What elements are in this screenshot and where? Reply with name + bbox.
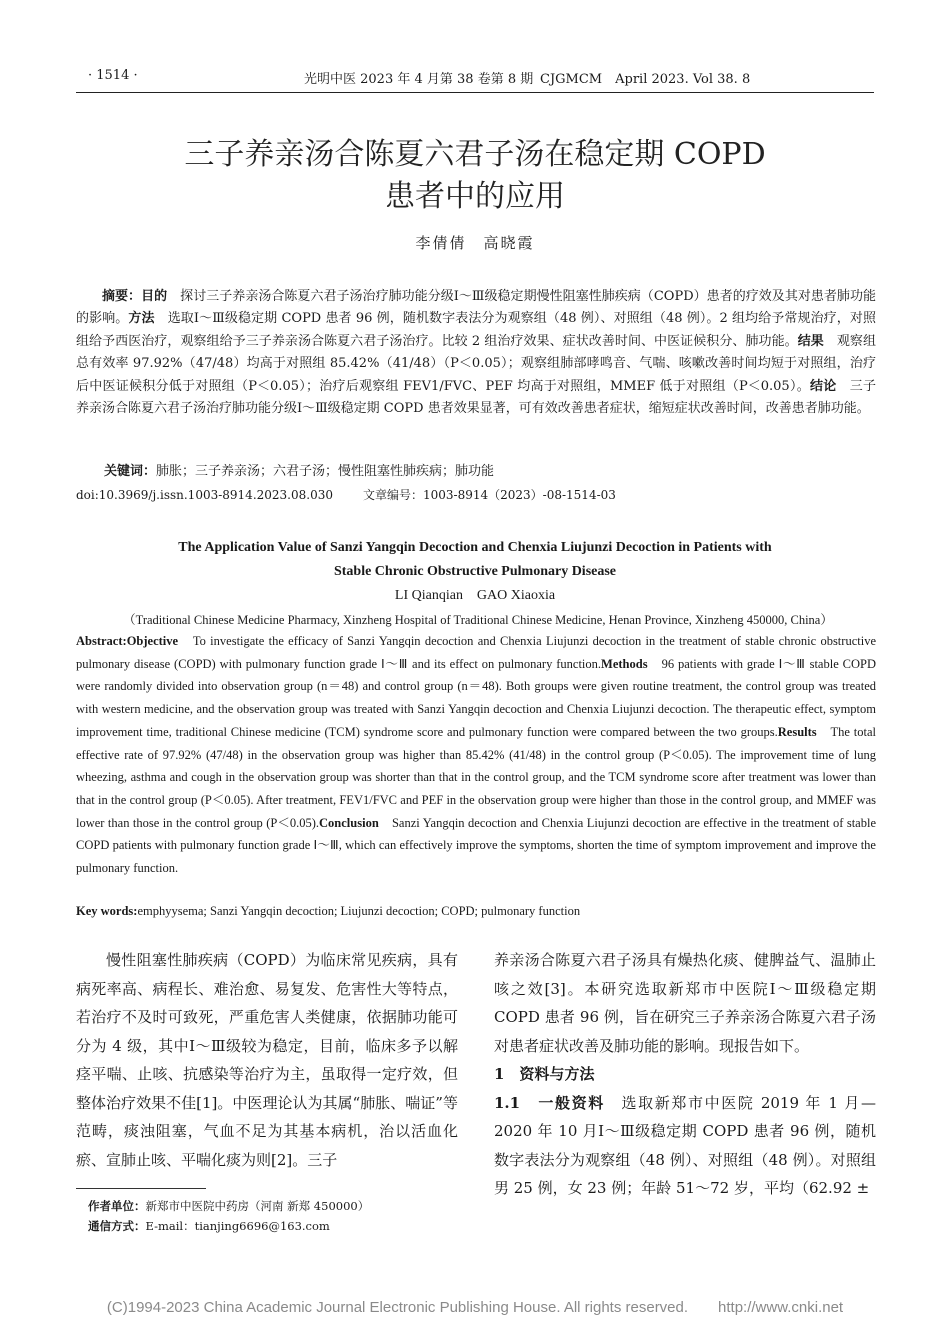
- methods-text: 选取Ⅰ～Ⅲ级稳定期 COPD 患者 96 例，随机数字表法分为观察组（48 例）、对照组（48 例）。2 组均给予常规治疗，对照组给予西医治疗，观察组给予三子养亲汤合陈夏六君子汤治疗。比较 2 组治疗效果、症状改善时间、中医证候积分、肺功能。: [76, 311, 876, 349]
- objective-label: 目的: [141, 289, 168, 304]
- keywords-text: 肺胀；三子养亲汤；六君子汤；慢性阻塞性肺疾病；肺功能: [156, 464, 495, 479]
- article-title: [76, 134, 874, 218]
- results-label: 结果: [797, 333, 824, 349]
- methods-en-label: Methods: [601, 656, 648, 671]
- article-number: 文章编号：1003-8914（2023）-08-1514-03: [362, 488, 616, 502]
- objective-text: 探讨三子养亲汤合陈夏六君子汤治疗肺功能分级Ⅰ～Ⅲ级稳定期慢性阻塞性肺疾病（COPD）患者的疗效及其对患者肺功能的影响。: [76, 289, 876, 327]
- footnote-divider: [76, 1188, 206, 1189]
- methods-en-text: 96 patients with grade Ⅰ～Ⅲ stable COPD were randomly divided into observation group (n＝48) and control group (n＝48). Both groups were given routine treatment, the control group was treated with western medicine, and the observation group was treated with Sanzi Yangqin decoction and Chenxia Liujunzi decoction. The therapeutic effect, symptom improvement time, traditional Chinese medicine (TCM) syndrome score and pulmonary function were compared between the two groups.: [76, 656, 876, 739]
- conclusion-en-text: Sanzi Yangqin decoction and Chenxia Liujunzi decoction are effective in the treatment of stable COPD patients with pulmonary function grade Ⅰ～Ⅲ, which can effectively improve the symptoms, shorten the time of symptom improvement and improve the pulmonary function.: [76, 815, 876, 876]
- keywords-en: [76, 904, 580, 919]
- english-authors: LI Qianqian GAO Xiaoxia: [394, 588, 556, 603]
- abstract-en: [76, 630, 876, 880]
- journal-name-cn: 光明中医 2023 年 4 月第 38 卷第 8 期: [304, 72, 534, 87]
- title-line-1: 三子养亲汤合陈夏六君子汤在稳定期 COPD: [184, 137, 766, 172]
- results-en-text: The total effective rate of 97.92% (47/48) in the observation group was higher than 85.42% (41/48) in the control group (P＜0.05). The improvement time of lung wheezing, asthma and cough in the observation group was shorter than that in the control group, and the TCM syndrome score after treatment was lower than that in the control group (P＜0.05). After treatment, FEV1/FVC and PEF in the observation group were higher than those in the control group, and MMEF was lower than those in the control group (P＜0.05).: [76, 724, 877, 830]
- title-line-2: 患者中的应用: [385, 179, 565, 214]
- footnote-unit: [88, 1198, 369, 1214]
- authors-cn: 李倩倩 高晓霞: [415, 234, 535, 252]
- results-text: 观察组总有效率 97.92%（47/48）均高于对照组 85.42%（41/48）（P＜0.05）；观察组肺部哮鸣音、气喘、咳嗽改善时间均短于对照组，治疗后中医证候积分低于对照组（P＜0.05）；治疗后观察组 FEV1/FVC、PEF 均高于对照组，MMEF 低于对照组（P＜0.05）。: [76, 333, 876, 394]
- objective-en-text: To investigate the efficacy of Sanzi Yangqin decoction and Chenxia Liujunzi decoction in the treatment of stable chronic obstructive pulmonary disease (COPD) with pulmonary function grade Ⅰ～Ⅲ and its effect on pulmonary function.: [76, 634, 876, 671]
- results-en-label: Results: [777, 724, 817, 739]
- keywords-label: 关键词：: [104, 464, 157, 479]
- english-title-line-1: The Application Value of Sanzi Yangqin Decoction and Chenxia Liujunzi Decoction in Patients with: [178, 540, 772, 555]
- doi: doi:10.3969/j.issn.1003-8914.2023.08.030: [76, 488, 333, 502]
- methods-label: 方法: [128, 311, 155, 327]
- abstract-cn: [76, 286, 876, 420]
- journal-name-en: CJGMCM April 2023. Vol 38. 8: [540, 72, 751, 87]
- conclusion-en-label: Conclusion: [319, 815, 379, 830]
- page-number: · 1514 ·: [88, 68, 138, 83]
- footnote-contact: [88, 1218, 330, 1234]
- keywords-en-label: Key words:: [76, 904, 138, 918]
- page-header: [76, 66, 874, 93]
- footnote-unit-label: 作者单位：: [88, 1199, 146, 1213]
- footnote-contact-text: E-mail：tianjing6696@163.com: [145, 1219, 330, 1233]
- section-1-1-text: 选取新郑市中医院 2019 年 1 月—2020 年 10 月Ⅰ～Ⅲ级稳定期 COPD 患者 96 例，随机数字表法分为观察组（48 例）、对照组（48 例）。对照组男 25 例，女 23 例；年龄 51～72 岁，平均（62.92 ±: [494, 1093, 876, 1197]
- keywords-en-text: emphyysema; Sanzi Yangqin decoction; Liujunzi decoction; COPD; pulmonary function: [137, 904, 581, 918]
- copyright-watermark: (C)1994-2023 China Academic Journal Electronic Publishing House. All rights reserved. http://www.cnki.net: [106, 1299, 844, 1316]
- keywords-cn: [104, 460, 494, 479]
- abstract-en-label: Abstract:: [76, 634, 127, 648]
- body-column-1: 慢性阻塞性肺疾病（COPD）为临床常见疾病，具有病死率高、病程长、难治愈、易复发、危害性大等特点，若治疗不及时可致死，严重危害人类健康，依据肺功能可分为 4 级，其中Ⅰ～Ⅲ级较为稳定，目前，临床多予以解痉平喘、止咳、抗感染等治疗为主，虽取得一定疗效，但整体治疗效果不佳[1]。中医理论认为其属“肺胀、喘证”等范畴，痰浊阻塞，气血不足为其基本病机，治以活血化瘀、宣肺止咳、平喘化痰为则[2]。三子: [76, 951, 458, 1169]
- section-1-1: [494, 1089, 876, 1203]
- body-column-2: [494, 946, 876, 1203]
- english-title: [76, 536, 874, 584]
- objective-en-label: Objective: [126, 634, 179, 648]
- doi-line: [76, 486, 616, 503]
- section-1-1-label: 1.1 一般资料: [494, 1093, 605, 1112]
- footnote-unit-text: 新郑市中医院中药房（河南 新郑 450000）: [145, 1199, 370, 1213]
- english-title-line-2: Stable Chronic Obstructive Pulmonary Disease: [333, 564, 617, 579]
- footnote-contact-label: 通信方式：: [88, 1219, 146, 1233]
- section-heading-1: 1 资料与方法: [494, 1065, 595, 1083]
- body-continuation: 养亲汤合陈夏六君子汤具有燥热化痰、健脾益气、温肺止咳之效[3]。本研究选取新郑市中医院Ⅰ～Ⅲ级稳定期 COPD 患者 96 例，旨在研究三子养亲汤合陈夏六君子汤对患者症状改善及肺功能的影响。现报告如下。: [494, 951, 876, 1055]
- english-affiliation: （Traditional Chinese Medicine Pharmacy, Xinzheng Hospital of Traditional Chinese Medicine, Henan Province, Xinzheng 450000, China）: [123, 613, 833, 627]
- abstract-label: 摘要：: [102, 289, 142, 304]
- conclusion-label: 结论: [809, 378, 837, 394]
- conclusion-text: 三子养亲汤合陈夏六君子汤治疗肺功能分级Ⅰ～Ⅲ级稳定期 COPD 患者效果显著，可有效改善患者症状，缩短症状改善时间，改善患者肺功能。: [76, 378, 876, 417]
